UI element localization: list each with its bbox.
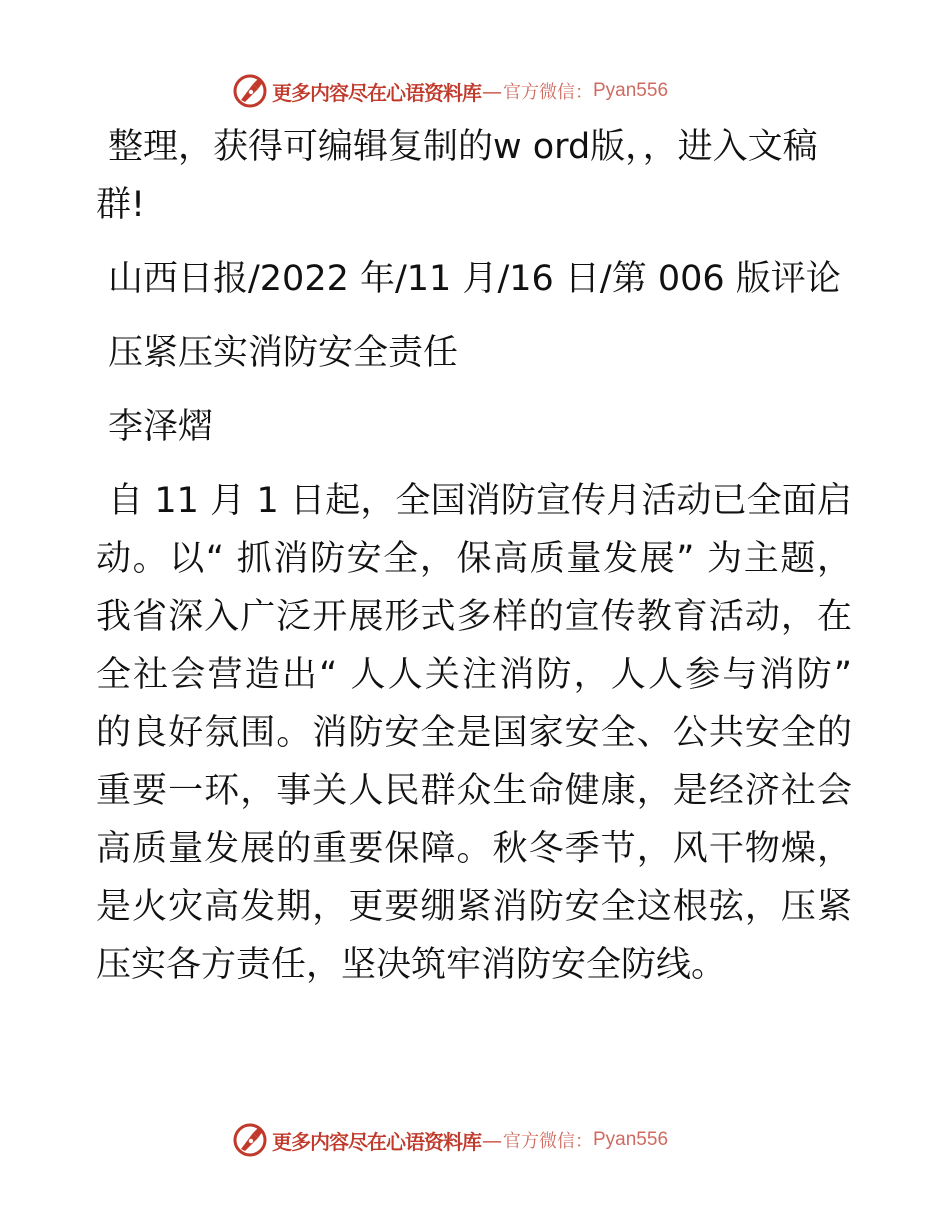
- footer-watermark: [232, 1120, 668, 1160]
- watermark-dash: —: [482, 79, 502, 103]
- pen-nib-seal-icon: [232, 73, 268, 109]
- watermark-wechat-label: 官方微信：: [503, 82, 593, 103]
- author-name: 李泽熠: [108, 407, 214, 447]
- document-body: [96, 118, 852, 994]
- watermark-dash: —: [482, 1128, 502, 1152]
- article-title: 压紧压实消防安全责任: [108, 333, 459, 373]
- watermark-wechat-id: Pyan556: [593, 80, 669, 101]
- watermark-text: 更多内容尽在心语资料库: [272, 80, 481, 105]
- source-line: 山西日报/2022 年/11 月/16 日/第 006 版评论: [108, 259, 841, 299]
- watermark-text: 更多内容尽在心语资料库: [272, 1129, 481, 1154]
- pen-nib-seal-icon: [232, 1122, 268, 1158]
- watermark-wechat-label: 官方微信：: [503, 1131, 593, 1152]
- header-watermark: [232, 71, 668, 111]
- watermark-wechat-id: Pyan556: [593, 1129, 669, 1150]
- intro-paragraph: 整理，获得可编辑复制的w ord版，，进入文稿群!: [96, 127, 818, 225]
- article-paragraph: 自 11 月 1 日起，全国消防宣传月活动已全面启动。以“ 抓消防安全，保高质量发展” 为主题，我省深入广泛开展形式多样的宣传教育活动，在全社会营造出“ 人人关注消防，人人参与消防” 的良好氛围。消防安全是国家安全、公共安全的重要一环，事关人民群众生命健康，是经济社会高质量发展的重要保障。秋冬季节，风干物燥，是火灾高发期，更要绷紧消防安全这根弦，压紧压实各方责任，坚决筑牢消防安全防线。: [96, 481, 852, 985]
